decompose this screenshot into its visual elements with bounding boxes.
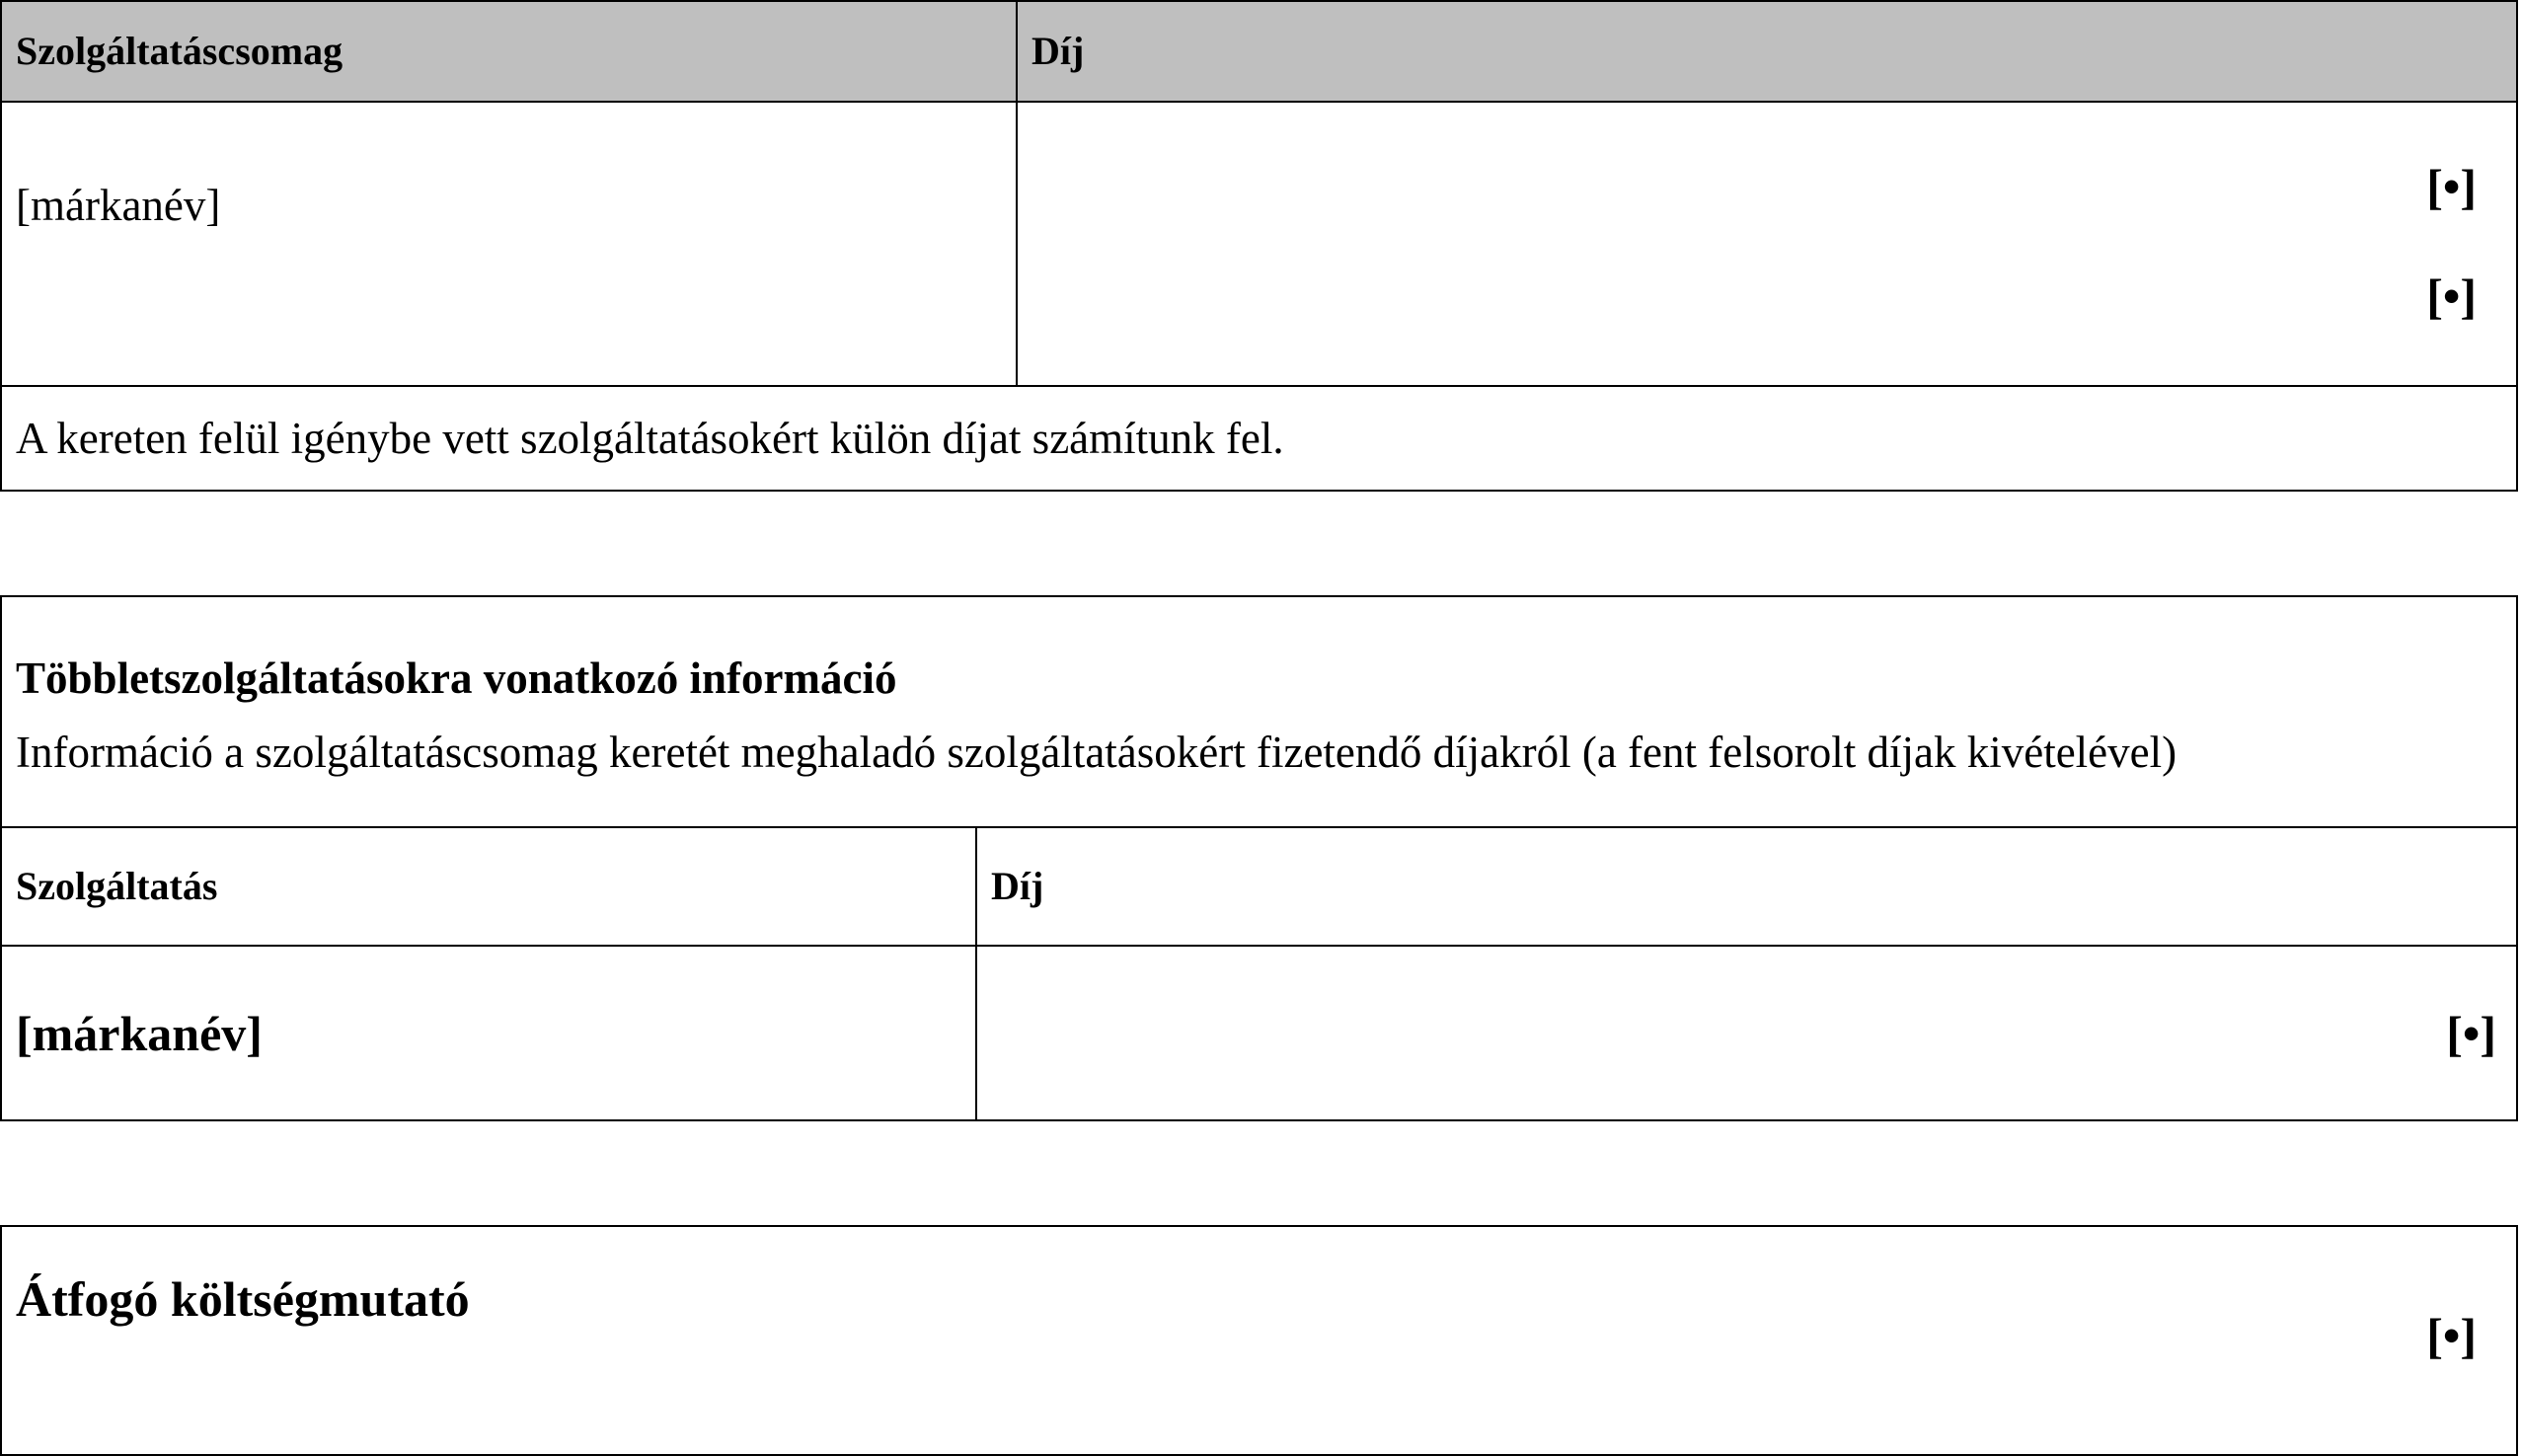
overall-cost-value: [•] xyxy=(2426,1308,2477,1363)
package-column-header: Szolgáltatáscsomag xyxy=(2,2,1018,101)
service-fee-cell xyxy=(977,947,2516,1119)
service-column-header: Szolgáltatás xyxy=(2,828,977,945)
package-note-text: A kereten felül igénybe vett szolgáltatásokért külön díjat számítunk fel. xyxy=(16,413,1284,463)
package-fee-table xyxy=(0,0,2518,492)
overall-cost-table xyxy=(0,1225,2518,1456)
overall-cost-label: Átfogó költségmutató xyxy=(16,1271,470,1327)
service-fee-placeholder: [•] xyxy=(2446,1005,2496,1061)
overall-cost-row xyxy=(2,1227,2516,1454)
additional-services-table xyxy=(0,595,2518,1121)
package-fee-cell xyxy=(1018,103,2516,385)
additional-services-title-row xyxy=(2,597,2516,826)
package-note-row xyxy=(2,385,2516,490)
service-fee-column-header: Díj xyxy=(991,864,1044,908)
package-fee-placeholder-1: [•] xyxy=(2426,159,2477,214)
package-table-header-row xyxy=(2,2,2516,101)
fee-column-header: Díj xyxy=(1018,2,2516,101)
additional-services-title: Többletszolgáltatásokra vonatkozó információ xyxy=(16,653,897,703)
additional-services-header-row xyxy=(2,826,2516,945)
additional-services-subtitle: Információ a szolgáltatáscsomag keretét meghaladó szolgáltatásokért fizetendő díjakról (a fent felsorolt díjak kivételével) xyxy=(16,728,2177,777)
additional-services-row xyxy=(2,945,2516,1119)
package-name-cell: [márkanév] xyxy=(2,103,1018,385)
package-table-row xyxy=(2,101,2516,385)
service-name-cell: [márkanév] xyxy=(2,947,977,1119)
package-fee-placeholder-2: [•] xyxy=(2426,268,2477,324)
